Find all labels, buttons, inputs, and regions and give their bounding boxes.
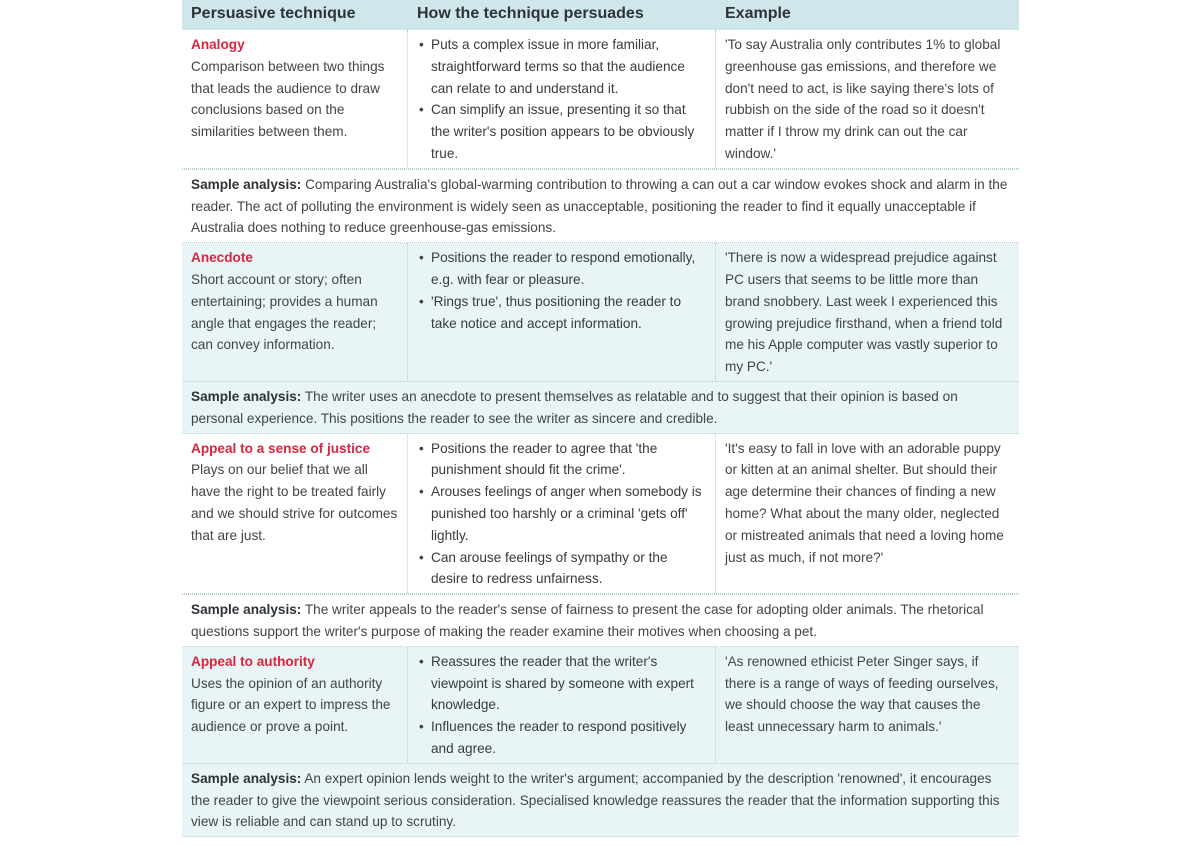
sample-analysis-authority: [182, 763, 1019, 837]
example-cell: 'As renowned ethicist Peter Singer says, if there is a range of ways of feeding ourselves, we should choose the way that causes the least unnecessary harm to animals.': [725, 653, 999, 735]
sample-analysis-analogy: [182, 169, 1019, 243]
technique-description: Plays on our belief that we all have the right to be treated fairly and we should strive for outcomes that are just.: [191, 462, 398, 543]
sample-analysis-text: An expert opinion lends weight to the writer's argument; accompanied by the description 'renowned', it encourages the reader to give the viewpoint serious consideration. Specialised knowledge reassures the reader that the information supporting this view is reliable and can stand up to scrutiny.: [191, 770, 1000, 830]
sample-analysis-label: Sample analysis:: [191, 388, 302, 404]
technique-cell: [182, 434, 408, 594]
table-header: [182, 0, 1019, 30]
how-cell: [408, 243, 716, 381]
sample-analysis-label: Sample analysis:: [191, 176, 302, 192]
technique-row-justice: [182, 434, 1019, 595]
header-example: Example: [725, 5, 791, 22]
how-point: • Positions the reader to respond emotionally, e.g. with fear or pleasure.: [417, 247, 706, 291]
how-point: • 'Rings true', thus positioning the reader to take notice and accept information.: [417, 291, 706, 335]
how-point: • Puts a complex issue in more familiar, straightforward terms so that the audience can relate to and understand it.: [417, 34, 706, 99]
technique-name: Anecdote: [191, 250, 253, 266]
how-cell: [408, 434, 716, 594]
sample-analysis-label: Sample analysis:: [191, 770, 302, 786]
sample-analysis-text: Comparing Australia's global-warming contribution to throwing a can out a car window evokes shock and alarm in the reader. The act of polluting the environment is widely seen as unacceptable, positioning the reader to find it equally unacceptable if Australia does nothing to reduce greenhouse-gas emissions.: [191, 176, 1008, 236]
technique-description: Comparison between two things that leads the audience to draw conclusions based on the similarities between them.: [191, 58, 385, 140]
technique-cell: [182, 647, 408, 763]
technique-description: Short account or story; often entertaining; provides a human angle that engages the reader; can convey information.: [191, 271, 378, 353]
technique-row-analogy: [182, 30, 1019, 169]
example-cell: 'To say Australia only contributes 1% to global greenhouse gas emissions, and therefore we don't need to act, is like saying there's lots of rubbish on the side of the road so it doesn't matter if I throw my drink can out the car window.': [725, 37, 1001, 161]
how-point: • Can simplify an issue, presenting it so that the writer's position appears to be obviously true.: [417, 99, 706, 164]
technique-name: Analogy: [191, 37, 245, 52]
technique-description: Uses the opinion of an authority figure or an expert to impress the audience or prove a point.: [191, 675, 391, 735]
header-technique: Persuasive technique: [191, 5, 356, 22]
how-point: • Positions the reader to agree that 'the punishment should fit the crime'.: [417, 438, 706, 482]
how-cell: [408, 647, 716, 763]
sample-analysis-text: The writer appeals to the reader's sense of fairness to present the case for adopting older animals. The rhetorical questions support the writer's purpose of making the reader examine their motives when choosing a pet.: [191, 602, 984, 639]
technique-cell: [182, 30, 408, 168]
header-how-it-persuades: How the technique persuades: [417, 5, 644, 22]
how-point: • Can arouse feelings of sympathy or the desire to redress unfairness.: [417, 547, 706, 591]
how-point: • Influences the reader to respond positively and agree.: [417, 716, 706, 760]
sample-analysis-anecdote: [182, 381, 1019, 434]
how-point: • Reassures the reader that the writer's viewpoint is shared by someone with expert knowledge.: [417, 651, 706, 716]
technique-row-authority: [182, 647, 1019, 763]
technique-row-anecdote: [182, 243, 1019, 381]
how-point: • Arouses feelings of anger when somebody is punished too harshly or a criminal 'gets off' lightly.: [417, 481, 706, 546]
technique-cell: [182, 243, 408, 381]
technique-name: Appeal to a sense of justice: [191, 440, 371, 456]
persuasive-techniques-table: [182, 0, 1019, 837]
sample-analysis-label: Sample analysis:: [191, 602, 302, 618]
how-cell: [408, 30, 716, 168]
example-cell: 'There is now a widespread prejudice against PC users that seems to be little more than brand snobbery. Last week I experienced this growing prejudice firsthand, when a friend told me his Apple computer was vastly superior to my PC.': [725, 250, 1003, 375]
sample-analysis-justice: [182, 594, 1019, 647]
technique-name: Appeal to authority: [191, 653, 315, 669]
sample-analysis-text: The writer uses an anecdote to present themselves as relatable and to suggest that their opinion is based on personal experience. This positions the reader to see the writer as sincere and credible.: [191, 388, 958, 426]
example-cell: 'It's easy to fall in love with an adorable puppy or kitten at an animal shelter. But should their age determine their chances of finding a new home? What about the many older, neglected or mistreated animals that need a loving home just as much, if not more?': [725, 440, 1004, 565]
